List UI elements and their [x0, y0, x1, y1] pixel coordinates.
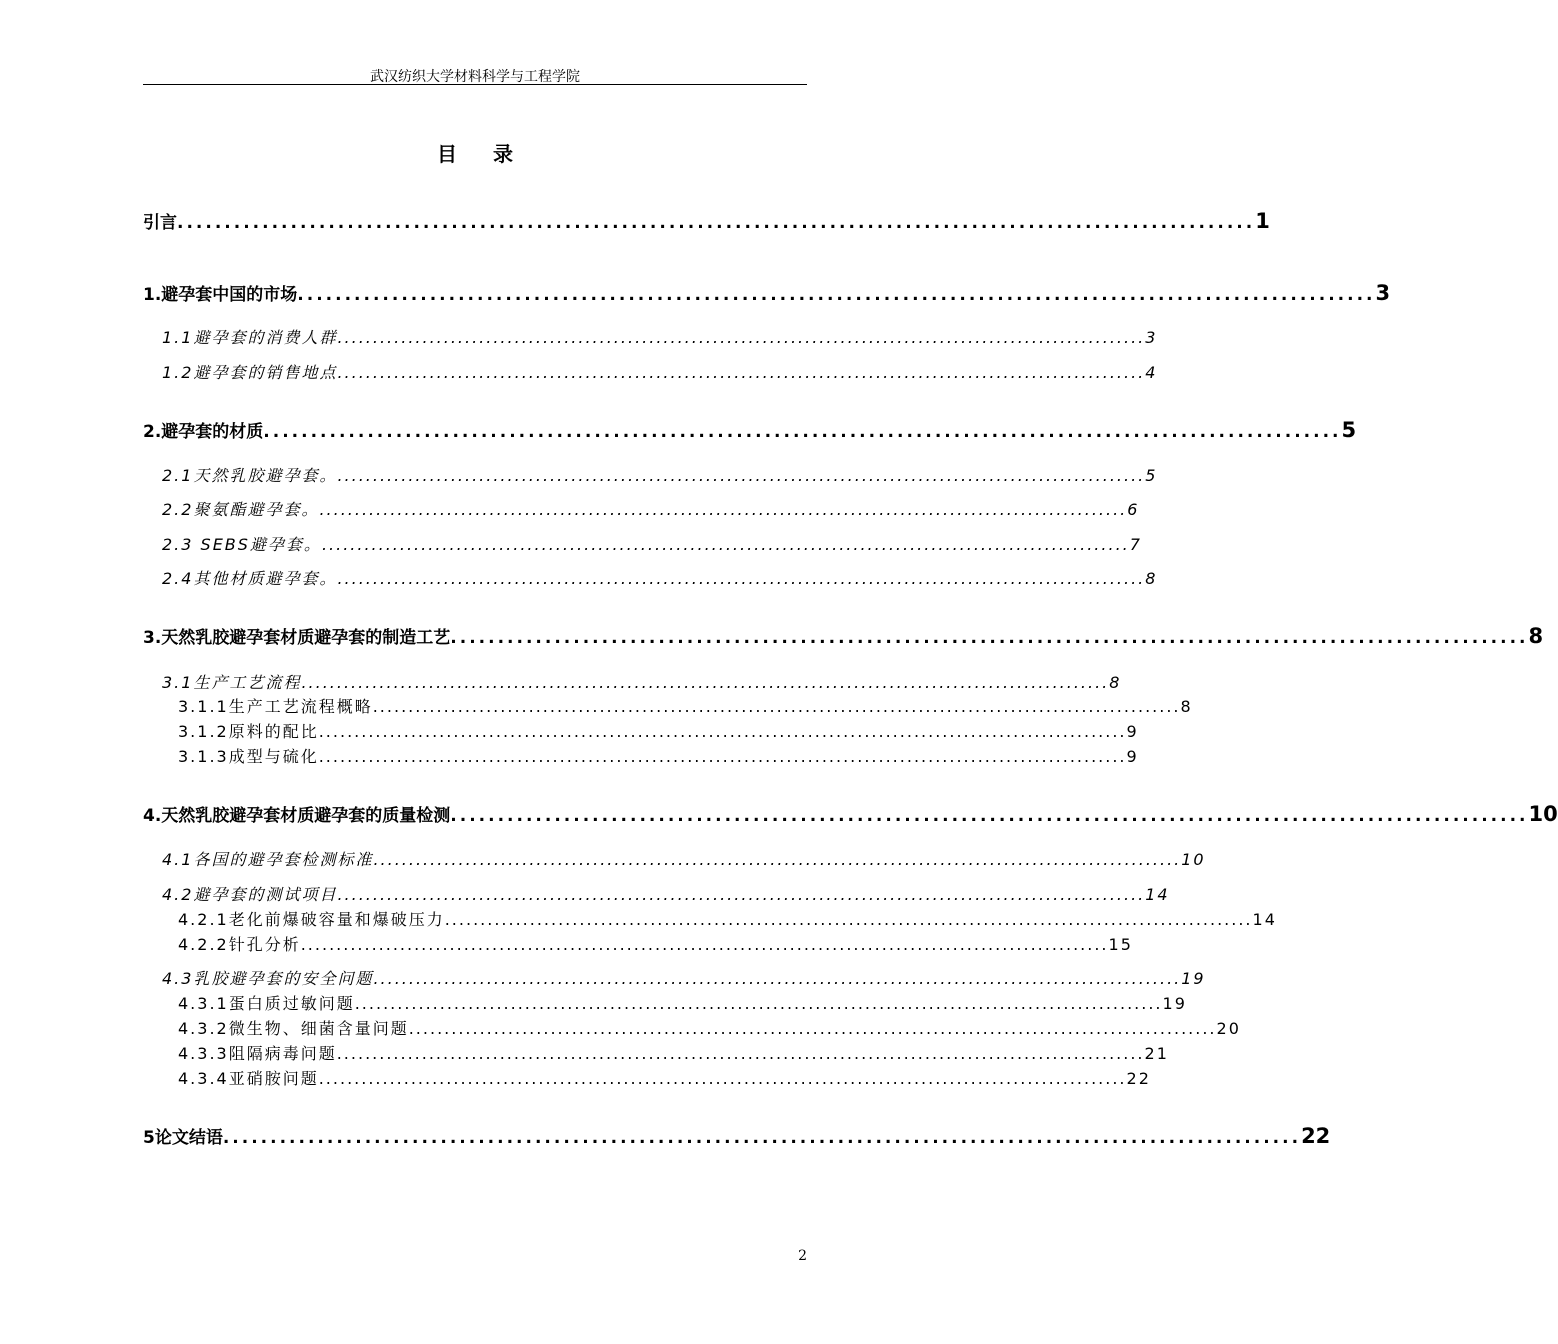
dot-leader: ..................................................................................................................	[301, 673, 1110, 692]
toc-entry-page: 8	[1109, 673, 1122, 692]
toc-entry[interactable]	[162, 566, 1158, 589]
toc-entry[interactable]	[143, 208, 1270, 233]
toc-entry[interactable]	[162, 670, 1122, 693]
page-number: 2	[798, 1248, 807, 1264]
toc-entry[interactable]	[178, 694, 1193, 717]
dot-leader: ..................................................................................................................	[373, 850, 1182, 869]
running-header: 武汉纺织大学材料科学与工程学院	[370, 69, 580, 85]
toc-entry-label: 3.1.3成型与硫化	[178, 747, 319, 766]
toc-entry-page: 19	[1162, 994, 1187, 1013]
toc-entry-label: 4.2避孕套的测试项目	[162, 885, 338, 904]
dot-leader: ..................................................................................................................	[337, 569, 1146, 588]
toc-entry-page: 5	[1341, 418, 1357, 442]
toc-entry-label: 4.3.2微生物、细菌含量问题	[178, 1019, 409, 1038]
toc-entry-page: 10	[1528, 802, 1558, 826]
toc-entry[interactable]	[178, 1066, 1151, 1089]
toc-entry[interactable]	[162, 847, 1206, 870]
toc-entry[interactable]	[162, 325, 1158, 348]
toc-entry-label: 1.1避孕套的消费人群	[162, 328, 338, 347]
toc-entry[interactable]	[143, 417, 1357, 442]
dot-leader: ..................................................................................................................	[222, 1128, 1302, 1148]
header-rule	[143, 84, 807, 85]
dot-leader: ..................................................................................................................	[450, 806, 1529, 826]
toc-entry-label: 4.2.1老化前爆破容量和爆破压力	[178, 910, 445, 929]
toc-entry-label: 引言	[143, 213, 177, 233]
toc-entry-page: 22	[1301, 1124, 1331, 1148]
toc-entry-label: 2.3 SEBS避孕套。	[162, 535, 322, 554]
toc-entry-page: 21	[1144, 1044, 1169, 1063]
toc-entry-label: 4.天然乳胶避孕套材质避孕套的质量检测	[143, 806, 451, 826]
toc-entry-label: 5论文结语	[143, 1128, 223, 1148]
toc-entry-page: 10	[1181, 850, 1206, 869]
toc-entry-page: 9	[1126, 722, 1139, 741]
toc-entry-label: 3.天然乳胶避孕套材质避孕套的制造工艺	[143, 628, 451, 648]
toc-entry[interactable]	[162, 966, 1206, 989]
toc-entry-label: 4.2.2针孔分析	[178, 935, 301, 954]
toc-entry-label: 2.1天然乳胶避孕套。	[162, 466, 338, 485]
dot-leader: ..................................................................................................................	[318, 747, 1127, 766]
toc-entry-page: 4	[1145, 363, 1158, 382]
toc-entry-label: 4.1各国的避孕套检测标准	[162, 850, 374, 869]
toc-entry-label: 2.2聚氨酯避孕套。	[162, 500, 320, 519]
dot-leader: ..................................................................................................................	[263, 422, 1342, 442]
toc-entry-page: 15	[1108, 935, 1133, 954]
toc-entry-page: 14	[1145, 885, 1170, 904]
toc-entry-page: 8	[1145, 569, 1158, 588]
toc-entry[interactable]	[178, 719, 1139, 742]
toc-entry-page: 6	[1127, 500, 1140, 519]
dot-leader: ..................................................................................................................	[300, 935, 1109, 954]
dot-leader: ..................................................................................................................	[337, 363, 1146, 382]
toc-entry[interactable]	[143, 1123, 1331, 1148]
toc-entry-page: 8	[1528, 624, 1544, 648]
dot-leader: ..................................................................................................................	[337, 328, 1146, 347]
toc-entry-label: 4.3.4亚硝胺问题	[178, 1069, 319, 1088]
dot-leader: ..................................................................................................................	[444, 910, 1253, 929]
dot-leader: ..................................................................................................................	[318, 722, 1127, 741]
toc-entry[interactable]	[143, 623, 1544, 648]
dot-leader: ..................................................................................................................	[319, 500, 1128, 519]
toc-entry-label: 2.4其他材质避孕套。	[162, 569, 338, 588]
toc-entry-page: 22	[1126, 1069, 1151, 1088]
toc-entry-label: 4.3乳胶避孕套的安全问题	[162, 969, 374, 988]
toc-entry[interactable]	[178, 1016, 1241, 1039]
dot-leader: ..................................................................................................................	[321, 535, 1130, 554]
toc-entry-label: 3.1生产工艺流程	[162, 673, 302, 692]
toc-entry-label: 3.1.1生产工艺流程概略	[178, 697, 373, 716]
toc-entry[interactable]	[178, 991, 1187, 1014]
toc-entry[interactable]	[162, 360, 1158, 383]
dot-leader: ..................................................................................................................	[297, 285, 1376, 305]
dot-leader: ..................................................................................................................	[337, 885, 1146, 904]
dot-leader: ..................................................................................................................	[336, 1044, 1145, 1063]
toc-entry[interactable]	[162, 532, 1142, 555]
dot-leader: ..................................................................................................................	[177, 213, 1256, 233]
toc-entry[interactable]	[143, 801, 1558, 826]
toc-entry[interactable]	[162, 463, 1158, 486]
toc-entry-page: 1	[1255, 209, 1270, 233]
dot-leader: ..................................................................................................................	[450, 628, 1529, 648]
toc-entry-page: 9	[1126, 747, 1139, 766]
toc-entry-page: 19	[1181, 969, 1206, 988]
toc-entry-label: 1.2避孕套的销售地点	[162, 363, 338, 382]
toc-entry-page: 14	[1252, 910, 1277, 929]
dot-leader: ..................................................................................................................	[408, 1019, 1217, 1038]
toc-entry-label: 2.避孕套的材质	[143, 422, 264, 442]
toc-entry-label: 3.1.2原料的配比	[178, 722, 319, 741]
toc-entry-page: 7	[1129, 535, 1142, 554]
dot-leader: ..................................................................................................................	[337, 466, 1146, 485]
toc-entry[interactable]	[178, 1041, 1169, 1064]
toc-entry-page: 5	[1145, 466, 1158, 485]
toc-entry-page: 8	[1180, 697, 1193, 716]
toc-entry-page: 3	[1145, 328, 1158, 347]
dot-leader: ..................................................................................................................	[372, 697, 1181, 716]
toc-entry[interactable]	[143, 280, 1391, 305]
toc-entry-page: 3	[1375, 281, 1391, 305]
dot-leader: ..................................................................................................................	[354, 994, 1163, 1013]
toc-title: 目录	[437, 142, 549, 166]
dot-leader: ..................................................................................................................	[373, 969, 1182, 988]
toc-entry-label: 4.3.3阻隔病毒问题	[178, 1044, 337, 1063]
toc-entry-label: 1.避孕套中国的市场	[143, 285, 298, 305]
toc-entry[interactable]	[162, 497, 1140, 520]
toc-entry[interactable]	[178, 907, 1277, 930]
toc-entry[interactable]	[178, 932, 1133, 955]
toc-entry[interactable]	[162, 882, 1170, 905]
toc-entry[interactable]	[178, 744, 1139, 767]
toc-entry-label: 4.3.1蛋白质过敏问题	[178, 994, 355, 1013]
toc-entry-page: 20	[1216, 1019, 1241, 1038]
dot-leader: ..................................................................................................................	[318, 1069, 1127, 1088]
